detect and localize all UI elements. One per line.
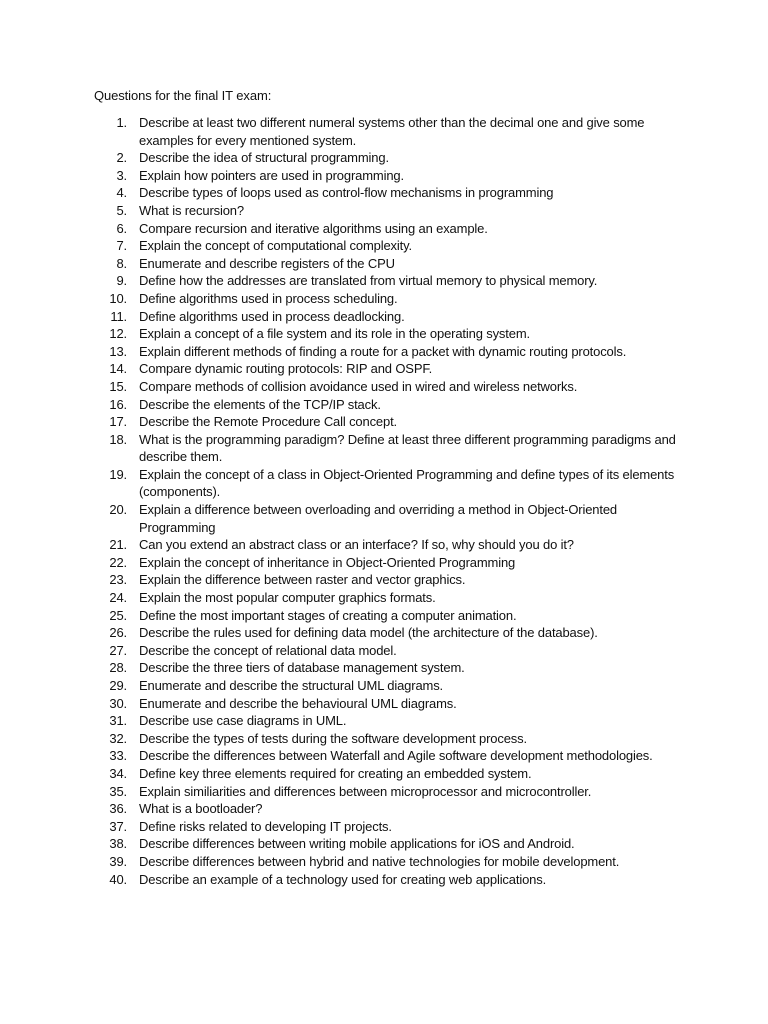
- question-item: [0, 589, 684, 607]
- question-item: [0, 360, 684, 378]
- question-item: [0, 607, 684, 625]
- question-number: 2.: [116, 150, 127, 166]
- question-number: 19.: [109, 466, 127, 482]
- question-number: 25.: [109, 607, 127, 623]
- question-text: Compare methods of collision avoidance used in wired and wireless networks.: [139, 378, 578, 394]
- question-item: [0, 431, 684, 466]
- question-number: 3.: [116, 167, 127, 183]
- question-text: Describe the types of tests during the software development process.: [139, 730, 527, 746]
- question-number: 39.: [109, 853, 127, 869]
- question-number: 38.: [109, 836, 127, 852]
- question-text: Define key three elements required for creating an embedded system.: [139, 765, 532, 781]
- question-number: 30.: [109, 695, 127, 711]
- question-item: [0, 466, 684, 501]
- question-number: 22.: [109, 554, 127, 570]
- question-number: 40.: [109, 871, 127, 887]
- question-text: Describe the idea of structural programming.: [139, 150, 389, 166]
- question-text: Describe the elements of the TCP/IP stack.: [139, 396, 381, 412]
- question-number: 14.: [109, 361, 127, 377]
- question-item: [0, 272, 684, 290]
- question-item: [0, 202, 684, 220]
- question-item: [0, 343, 684, 361]
- question-text: Define how the addresses are translated from virtual memory to physical memory.: [139, 273, 598, 289]
- question-number: 7.: [116, 238, 127, 254]
- question-text: Explain the most popular computer graphics formats.: [139, 590, 436, 606]
- question-item: [0, 783, 684, 801]
- question-number: 27.: [109, 642, 127, 658]
- question-item: [0, 677, 684, 695]
- question-number: 9.: [116, 273, 127, 289]
- question-item: [0, 501, 684, 536]
- question-text: What is recursion?: [139, 202, 244, 218]
- question-text: Describe at least two different numeral systems other than the decimal one and give some examples for every mentioned system.: [139, 115, 645, 148]
- question-item: [0, 308, 684, 326]
- question-number: 29.: [109, 678, 127, 693]
- question-text: Explain a concept of a file system and its role in the operating system.: [139, 326, 530, 342]
- question-number: 1.: [116, 115, 127, 130]
- question-number: 37.: [109, 818, 127, 834]
- question-number: 21.: [109, 537, 127, 553]
- question-number: 20.: [109, 502, 127, 518]
- question-item: [0, 818, 684, 836]
- question-number: 33.: [109, 748, 127, 764]
- question-number: 35.: [109, 783, 127, 799]
- question-text: Compare recursion and iterative algorithms using an example.: [139, 220, 488, 236]
- question-text: Describe the rules used for defining data model (the architecture of the database).: [139, 625, 598, 641]
- question-number: 36.: [109, 801, 127, 817]
- question-number: 11.: [110, 308, 127, 324]
- question-number: 12.: [109, 326, 127, 342]
- question-number: 23.: [109, 572, 127, 588]
- question-item: [0, 853, 684, 871]
- question-item: [0, 800, 684, 818]
- question-item: [0, 624, 684, 642]
- question-text: Define algorithms used in process scheduling.: [139, 290, 398, 306]
- question-text: Explain the concept of computational complexity.: [139, 238, 412, 254]
- question-number: 4.: [116, 185, 127, 201]
- question-item: [0, 255, 684, 273]
- question-item: [0, 835, 684, 853]
- question-number: 32.: [109, 730, 127, 746]
- question-text: Can you extend an abstract class or an interface? If so, why should you do it?: [139, 537, 574, 553]
- question-item: [0, 325, 684, 343]
- question-item: [0, 413, 684, 431]
- question-number: 8.: [116, 255, 127, 271]
- question-text: What is the programming paradigm? Define at least three different programming paradigms and describe them.: [139, 431, 676, 465]
- question-text: Describe types of loops used as control-flow mechanisms in programming: [139, 185, 554, 201]
- question-item: [0, 765, 684, 783]
- question-text: Explain how pointers are used in programming.: [139, 167, 404, 183]
- question-item: [0, 871, 684, 889]
- question-text: Explain similiarities and differences between microprocessor and microcontroller.: [139, 783, 592, 799]
- question-item: [0, 730, 684, 748]
- question-number: 28.: [109, 660, 127, 676]
- question-text: Explain the concept of a class in Object-Oriented Programming and define types of its elements (components).: [139, 466, 675, 500]
- question-item: [0, 396, 684, 414]
- question-text: Describe the concept of relational data model.: [139, 642, 397, 658]
- question-item: [0, 237, 684, 255]
- question-text: Enumerate and describe the structural UML diagrams.: [139, 678, 444, 693]
- question-item: [0, 712, 684, 730]
- question-text: What is a bootloader?: [139, 801, 263, 817]
- question-item: [0, 747, 684, 765]
- question-item: [0, 659, 684, 677]
- question-number: 31.: [109, 713, 127, 729]
- question-text: Describe use case diagrams in UML.: [139, 713, 347, 729]
- question-item: [0, 114, 684, 149]
- question-text: Explain the difference between raster and vector graphics.: [139, 572, 466, 588]
- question-text: Describe the Remote Procedure Call concept.: [139, 414, 398, 430]
- question-item: [0, 184, 684, 202]
- question-number: 10.: [109, 290, 127, 306]
- question-number: 5.: [116, 202, 127, 218]
- question-text: Enumerate and describe the behavioural UML diagrams.: [139, 695, 457, 711]
- question-text: Describe differences between hybrid and native technologies for mobile development.: [139, 853, 620, 869]
- question-text: Describe the differences between Waterfall and Agile software development methodologies.: [139, 748, 653, 764]
- question-text: Explain the concept of inheritance in Object-Oriented Programming: [139, 554, 516, 570]
- question-number: 6.: [116, 220, 127, 236]
- question-item: [0, 642, 684, 660]
- question-number: 17.: [109, 414, 127, 430]
- question-text: Enumerate and describe registers of the CPU: [139, 255, 395, 271]
- question-number: 34.: [109, 765, 127, 781]
- question-item: [0, 167, 684, 185]
- question-list: [0, 114, 768, 888]
- question-text: Explain different methods of finding a route for a packet with dynamic routing protocols.: [139, 343, 627, 359]
- document-heading: Questions for the final IT exam:: [94, 88, 272, 103]
- question-text: Explain a difference between overloading and overriding a method in Object-Oriented Programming: [139, 502, 618, 535]
- question-text: Describe an example of a technology used for creating web applications.: [139, 871, 547, 887]
- question-item: [0, 220, 684, 238]
- question-number: 26.: [109, 625, 127, 641]
- question-number: 15.: [109, 378, 127, 394]
- question-item: [0, 378, 684, 396]
- question-number: 18.: [109, 431, 127, 447]
- question-item: [0, 536, 684, 554]
- question-text: Define risks related to developing IT projects.: [139, 818, 392, 834]
- question-item: [0, 290, 684, 308]
- question-number: 13.: [109, 343, 127, 359]
- question-text: Compare dynamic routing protocols: RIP and OSPF.: [139, 361, 433, 377]
- question-item: [0, 149, 684, 167]
- question-text: Define the most important stages of creating a computer animation.: [139, 607, 517, 623]
- question-number: 24.: [109, 590, 127, 606]
- question-item: [0, 695, 684, 713]
- question-text: Define algorithms used in process deadlocking.: [139, 308, 405, 324]
- question-item: [0, 571, 684, 589]
- question-text: Describe differences between writing mobile applications for iOS and Android.: [139, 836, 575, 852]
- question-item: [0, 554, 684, 572]
- question-text: Describe the three tiers of database management system.: [139, 660, 465, 676]
- question-number: 16.: [109, 396, 127, 412]
